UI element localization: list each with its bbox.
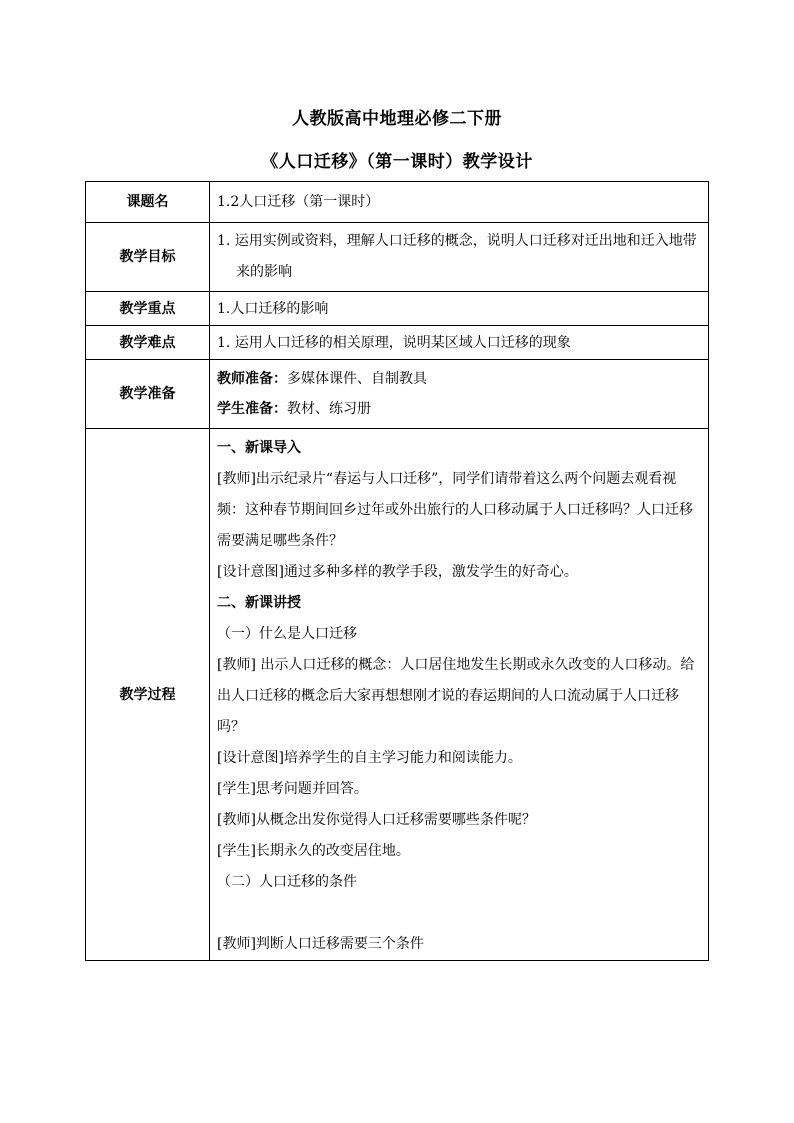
document-subtitle: 《人口迁移》（第一课时）教学设计: [261, 152, 533, 172]
preparation-cell: [210, 360, 709, 429]
row-label-objectives: 教学目标: [86, 223, 210, 292]
table-row-process: [86, 429, 709, 961]
difficulties-value: 1. 运用人口迁移的相关原理，说明某区域人口迁移的现象: [210, 326, 709, 360]
row-label-key-points: 教学重点: [86, 292, 210, 326]
student-preparation: [217, 394, 701, 424]
process-line: [学生]思考问题并回答。: [217, 781, 368, 797]
row-label-topic: 课题名: [86, 182, 210, 223]
document-title: 人教版高中地理必修二下册: [292, 109, 502, 129]
topic-value: 1.2人口迁移（第一课时）: [210, 182, 709, 223]
process-line-lecture-heading: 二、新课讲授: [217, 595, 301, 611]
student-preparation-value: 教材、练习册: [287, 401, 371, 417]
row-label-preparation: 教学准备: [86, 360, 210, 429]
table-row-topic: [86, 182, 709, 223]
student-preparation-label: 学生准备：: [217, 401, 287, 417]
objectives-value: 1. 运用实例或资料，理解人口迁移的概念，说明人口迁移对迁出地和迁入地带来的影响: [217, 233, 697, 280]
process-line: [教师]判断人口迁移需要三个条件: [217, 936, 424, 952]
process-line: （一）什么是人口迁移: [217, 626, 357, 642]
key-points-value: 1.人口迁移的影响: [210, 292, 709, 326]
table-row-preparation: [86, 360, 709, 429]
lesson-plan-table: [85, 181, 709, 961]
row-label-process: 教学过程: [86, 429, 210, 961]
process-cell: [210, 429, 709, 961]
teacher-preparation-label: 教师准备：: [217, 371, 287, 387]
process-line: [设计意图]通过多种多样的教学手段，激发学生的好奇心。: [217, 564, 578, 580]
process-line: [教师]出示纪录片“春运与人口迁移”，同学们请带着这么两个问题去观看视频：这种春节期间回乡过年或外出旅行的人口移动属于人口迁移吗？人口迁移需要满足哪些条件？: [217, 471, 693, 549]
table-row-difficulties: [86, 326, 709, 360]
process-line: [教师]从概念出发你觉得人口迁移需要哪些条件呢？: [217, 812, 536, 828]
process-line: （二）人口迁移的条件: [217, 874, 357, 890]
process-line: [教师] 出示人口迁移的概念：人口居住地发生长期或永久改变的人口移动。给出人口迁移的概念后大家再想想刚才说的春运期间的人口流动属于人口迁移吗？: [217, 657, 695, 735]
teacher-preparation-value: 多媒体课件、自制教具: [287, 371, 427, 387]
process-line-intro-heading: 一、新课导入: [217, 440, 301, 456]
table-row-objectives: [86, 223, 709, 292]
process-line: [设计意图]培养学生的自主学习能力和阅读能力。: [217, 750, 522, 766]
process-line: [学生]长期永久的改变居住地。: [217, 843, 410, 859]
objectives-cell: [210, 223, 709, 292]
table-row-key-points: [86, 292, 709, 326]
teacher-preparation: [217, 364, 701, 394]
row-label-difficulties: 教学难点: [86, 326, 210, 360]
blank-spacer: [217, 898, 701, 929]
